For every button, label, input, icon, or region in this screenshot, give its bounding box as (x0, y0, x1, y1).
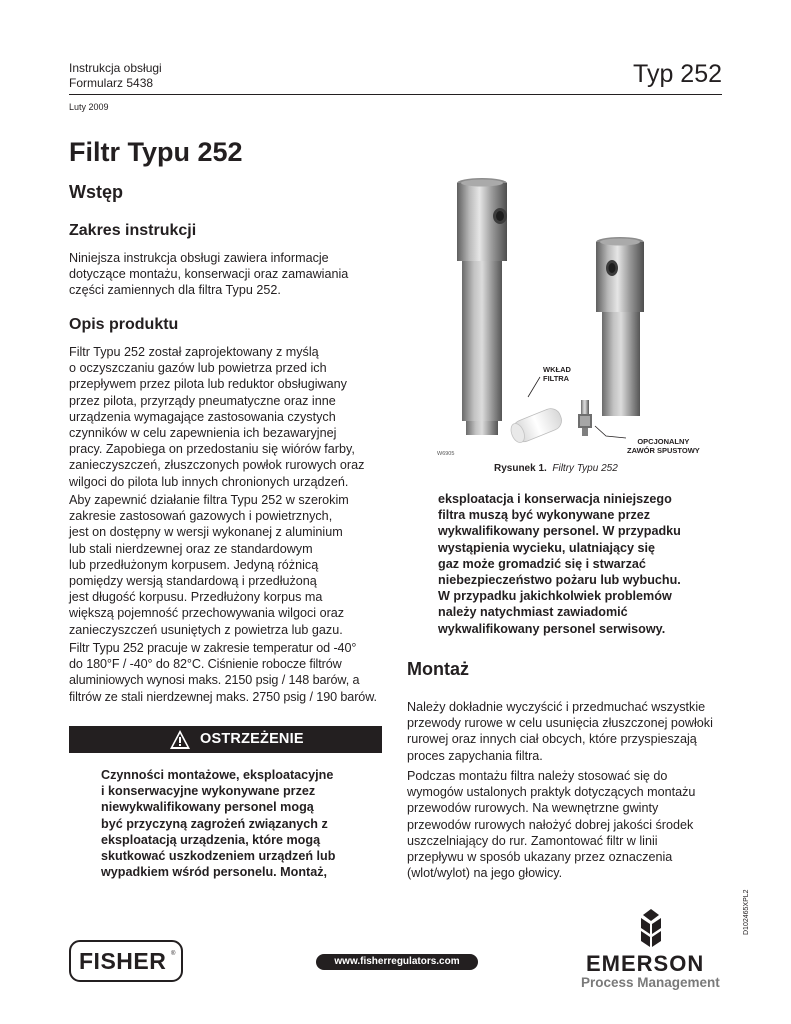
website-link[interactable]: www.fisherregulators.com (316, 954, 478, 970)
description-paragraph-2: Aby zapewnić działanie filtra Typu 252 w szerokim zakresie zastosowań gazowych i powietrznych, jest on dostępny w wersji wykonanej z aluminium lub stali nierdzewnej oraz ze standardowym lub przedłużonym korpusem. Jedyną różnicą pomiędzy wersją standardową i przedłużoną jest długość korpusu. Przedłużony korpus ma większą pojemność przechowywania wilgoci oraz zanieczyszczeń usuniętych z powietrza lub gazu. (69, 493, 349, 637)
warning-label: OSTRZEŻENIE (200, 731, 304, 747)
leader-line-valve (595, 426, 626, 438)
warning-triangle-icon (169, 729, 191, 750)
document-code: D102465XPL2 (743, 889, 750, 935)
scope-heading: Zakres instrukcji (69, 222, 197, 239)
scope-paragraph: Niniejsza instrukcja obsługi zawiera informacje dotyczące montażu, konserwacji oraz zamawiania części zamiennych dla filtra Typu 252. (69, 251, 349, 298)
tall-filter (457, 178, 507, 435)
intro-heading: Wstęp (69, 182, 123, 202)
leader-line-element (528, 377, 540, 397)
fisher-logo (69, 940, 183, 982)
doc-type: Instrukcja obsługi (69, 61, 162, 75)
header-rule (69, 94, 722, 95)
emerson-logo-text: EMERSON (586, 951, 705, 976)
drain-valve (578, 400, 592, 436)
short-filter (596, 237, 644, 416)
filter-element (508, 406, 564, 446)
description-paragraph-1: Filtr Typu 252 został zaprojektowany z myślą o oczyszczaniu gazów lub powietrza przed ich przepływem przez pilota lub reduktor obsługiwany przez pilota, przyrządy pneumatyczne oraz inne urządzenia wymagające zastosowania czystych czynników w celu zapewnienia ich bezawaryjnej pracy. Zapobiega on przedostaniu się wiórów farby, zanieczyszczeń, złuszczonych powłok rurowych oraz wilgoci do pilota lub innych chronionych urządzeń. (69, 345, 365, 489)
description-paragraph-3: Filtr Typu 252 pracuje w zakresie temperatur od -40° do 180°F / -40° do 82°C. Ciśnienie robocze filtrów aluminiowych wynosi maks. 2150 psig / 148 barów, a filtrów ze stali nierdzewnej maks. 2750 psig / 190 barów. (69, 641, 377, 704)
label-drain-valve: OPCJONALNY ZAWÓR SPUSTOWY (627, 437, 700, 455)
product-type: Typ 252 (633, 60, 722, 88)
filter-photo (420, 170, 720, 460)
figure-caption: Rysunek 1. Filtry Typu 252 (494, 463, 618, 474)
process-management-text: Process Management (581, 975, 720, 990)
form-number: Formularz 5438 (69, 76, 154, 90)
installation-paragraph-2: Podczas montażu filtra należy stosować się do wymogów ustalonych praktyk dotyczących montażu przewodów rurowych. Na wewnętrzne gwinty przewodów rurowych nałożyć dobrej jakości środek uszczelniający do rur. Zamontować filtr w linii przepływu w sposób ukazany przez oznaczenia (wlot/wylot) na jego głowicy. (407, 769, 696, 881)
label-filter-element: WKŁAD FILTRA (543, 365, 571, 383)
warning-banner (69, 726, 382, 753)
fisher-logo-text: FISHER (79, 948, 167, 974)
warning-text: Czynności montażowe, eksploatacyjne i konserwacyjne wykonywane przez niewykwalifikowany personel mogą być przyczyną zagrożeń związanych z eksploatacją urządzenia, które mogą skutkować uszkodzeniem urządzeń lub wypadkiem wśród personelu. Montaż, (101, 768, 336, 880)
page-title: Filtr Typu 252 (69, 137, 243, 167)
installation-paragraph-1: Należy dokładnie wyczyścić i przedmuchać wszystkie przewody rurowe w celu usunięcia złuszczonej powłoki rurowej oraz innych ciał obcych, które przyspieszają proces zapychania filtra. (407, 700, 713, 763)
warning-text-continued: eksploatacja i konserwacja niniejszego filtra muszą być wykonywane przez wykwalifikowany personel. W przypadku wystąpienia wycieku, ulatniający się gaz może gromadzić się i stwarzać niebezpieczeństwo pożaru lub wybuchu. W przypadku jakichkolwiek problemów należy natychmiast zawiadomić wykwalifikowany personel serwisowy. (438, 492, 681, 636)
description-heading: Opis produktu (69, 316, 179, 333)
emerson-emblem-icon (633, 908, 669, 950)
registered-mark-icon: ® (171, 951, 176, 957)
issue-date: Luty 2009 (69, 102, 109, 112)
installation-heading: Montaż (407, 659, 469, 679)
figure-code: W6905 (437, 451, 455, 457)
